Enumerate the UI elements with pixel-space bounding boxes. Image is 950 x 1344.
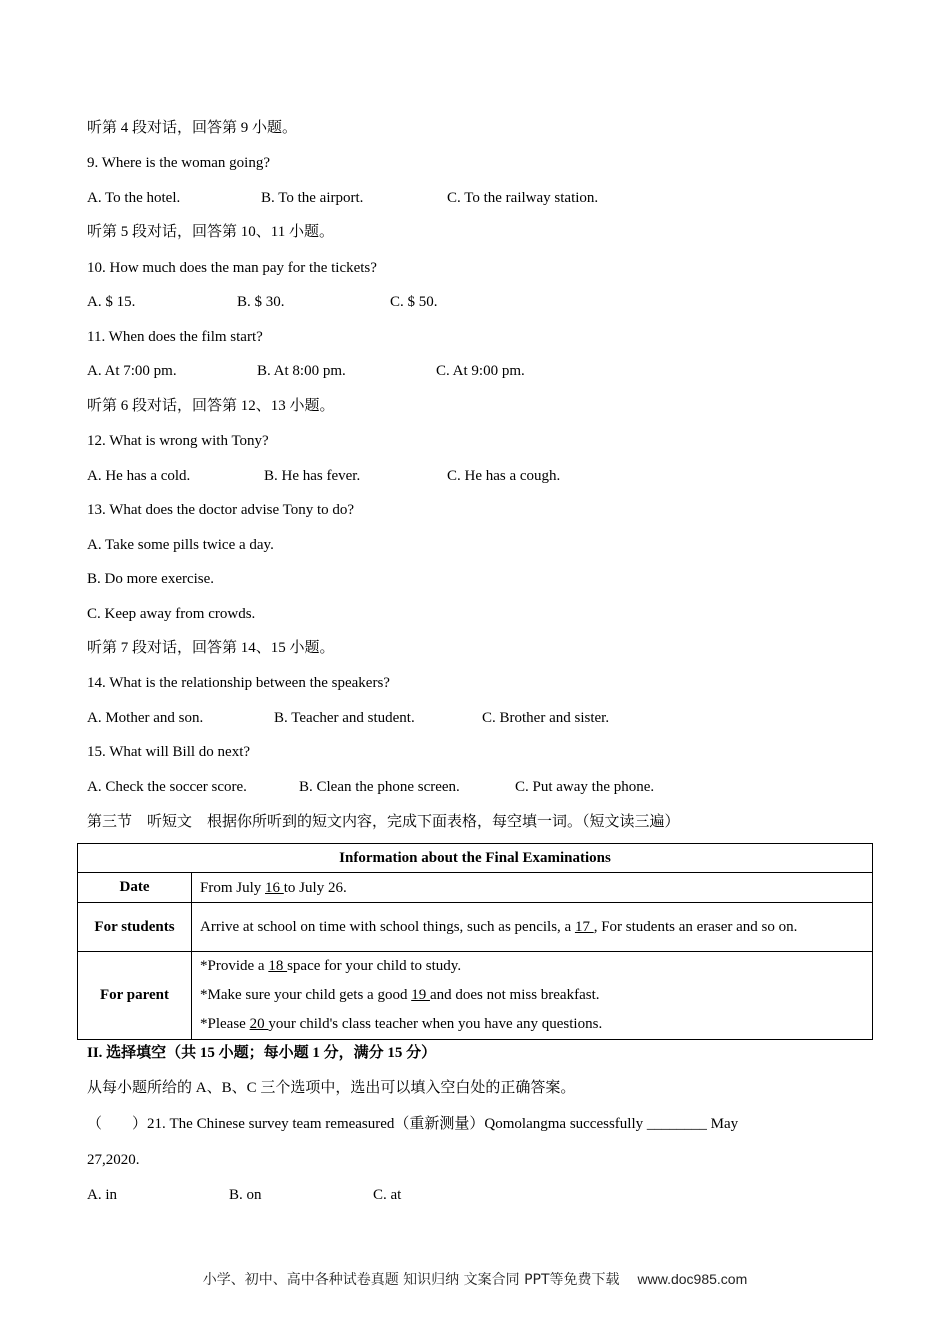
dialogue-7-heading: 听第 7 段对话，回答第 14、15 小题。 — [87, 640, 335, 656]
question-10: 10. How much does the man pay for the tickets? — [87, 260, 377, 276]
dialogue-5-heading: 听第 5 段对话，回答第 10、11 小题。 — [87, 224, 334, 240]
question-15-option-c: C. Put away the phone. — [515, 779, 655, 795]
question-12-option-c: C. He has a cough. — [447, 468, 561, 484]
question-9: 9. Where is the woman going? — [87, 155, 271, 171]
question-14-option-b: B. Teacher and student. — [274, 710, 415, 726]
students-text-post: , For students an eraser and so on. — [593, 919, 798, 935]
parent-item-1: *Provide a 18 space for your child to study. — [200, 958, 462, 974]
footer-text: 小学、初中、高中各种试卷真题 知识归纳 文案合同 PPT等免费下载 — [202, 1272, 620, 1288]
blank-20: 20 — [249, 1016, 269, 1032]
date-cell — [192, 873, 873, 903]
parent-item-3: *Please 20 your child's class teacher when you have any questions. — [200, 1016, 603, 1032]
question-15-option-b: B. Clean the phone screen. — [299, 779, 460, 795]
blank-17: 17 — [574, 919, 594, 935]
question-21-continuation: 27,2020. — [87, 1152, 140, 1168]
question-11: 11. When does the film start? — [87, 329, 263, 345]
students-label: For students — [78, 903, 192, 952]
question-21-option-b: B. on — [229, 1187, 262, 1203]
blank-18: 18 — [268, 958, 288, 974]
students-cell — [192, 903, 873, 952]
question-9-option-a: A. To the hotel. — [87, 190, 181, 206]
parent-item-2: *Make sure your child gets a good 19 and does not miss breakfast. — [200, 987, 600, 1003]
students-text-pre: Arrive at school on time with school things, such as pencils, a — [200, 919, 575, 935]
parent-label: For parent — [78, 952, 192, 1040]
page-footer — [0, 1269, 950, 1289]
part-2-instruction: 从每小题所给的 A、B、C 三个选项中，选出可以填入空白处的正确答案。 — [87, 1080, 576, 1096]
question-15: 15. What will Bill do next? — [87, 744, 251, 760]
question-10-option-c: C. $ 50. — [390, 294, 438, 310]
question-11-option-a: A. At 7:00 pm. — [87, 363, 177, 379]
date-text-pre: From July — [200, 879, 266, 896]
question-13-option-b: B. Do more exercise. — [87, 571, 215, 587]
question-12: 12. What is wrong with Tony? — [87, 433, 269, 449]
question-13-option-a: A. Take some pills twice a day. — [87, 537, 274, 553]
question-13-option-c: C. Keep away from crowds. — [87, 606, 256, 622]
blank-16: 16 — [265, 879, 284, 896]
parent-cell — [192, 952, 873, 1040]
question-11-option-b: B. At 8:00 pm. — [257, 363, 346, 379]
question-12-option-a: A. He has a cold. — [87, 468, 191, 484]
date-label: Date — [78, 873, 192, 903]
question-14-option-a: A. Mother and son. — [87, 710, 204, 726]
question-15-option-a: A. Check the soccer score. — [87, 779, 247, 795]
dialogue-6-heading: 听第 6 段对话，回答第 12、13 小题。 — [87, 398, 335, 414]
part-2-heading: II. 选择填空（共 15 小题；每小题 1 分，满分 15 分） — [87, 1045, 437, 1061]
dialogue-4-heading: 听第 4 段对话，回答第 9 小题。 — [87, 120, 298, 136]
exam-info-table — [77, 843, 873, 1040]
question-21: （ ）21. The Chinese survey team remeasured（重新测量）Qomolangma successfully ________ May — [87, 1116, 739, 1132]
table-title: Information about the Final Examinations — [78, 844, 873, 873]
section-3-heading: 第三节 听短文 根据你所听到的短文内容，完成下面表格，每空填一词。（短文读三遍） — [87, 814, 680, 830]
footer-site-link[interactable]: www.doc985.com — [637, 1271, 748, 1287]
question-10-option-b: B. $ 30. — [237, 294, 285, 310]
blank-19: 19 — [411, 987, 430, 1003]
question-12-option-b: B. He has fever. — [264, 468, 361, 484]
question-11-option-c: C. At 9:00 pm. — [436, 363, 525, 379]
question-9-option-b: B. To the airport. — [261, 190, 364, 206]
question-21-option-a: A. in — [87, 1187, 117, 1203]
question-13: 13. What does the doctor advise Tony to do? — [87, 502, 355, 518]
question-21-option-c: C. at — [373, 1187, 402, 1203]
question-9-option-c: C. To the railway station. — [447, 190, 599, 206]
question-10-option-a: A. $ 15. — [87, 294, 136, 310]
question-14-option-c: C. Brother and sister. — [482, 710, 610, 726]
question-14: 14. What is the relationship between the speakers? — [87, 675, 390, 691]
date-text-post: to July 26. — [283, 879, 347, 896]
